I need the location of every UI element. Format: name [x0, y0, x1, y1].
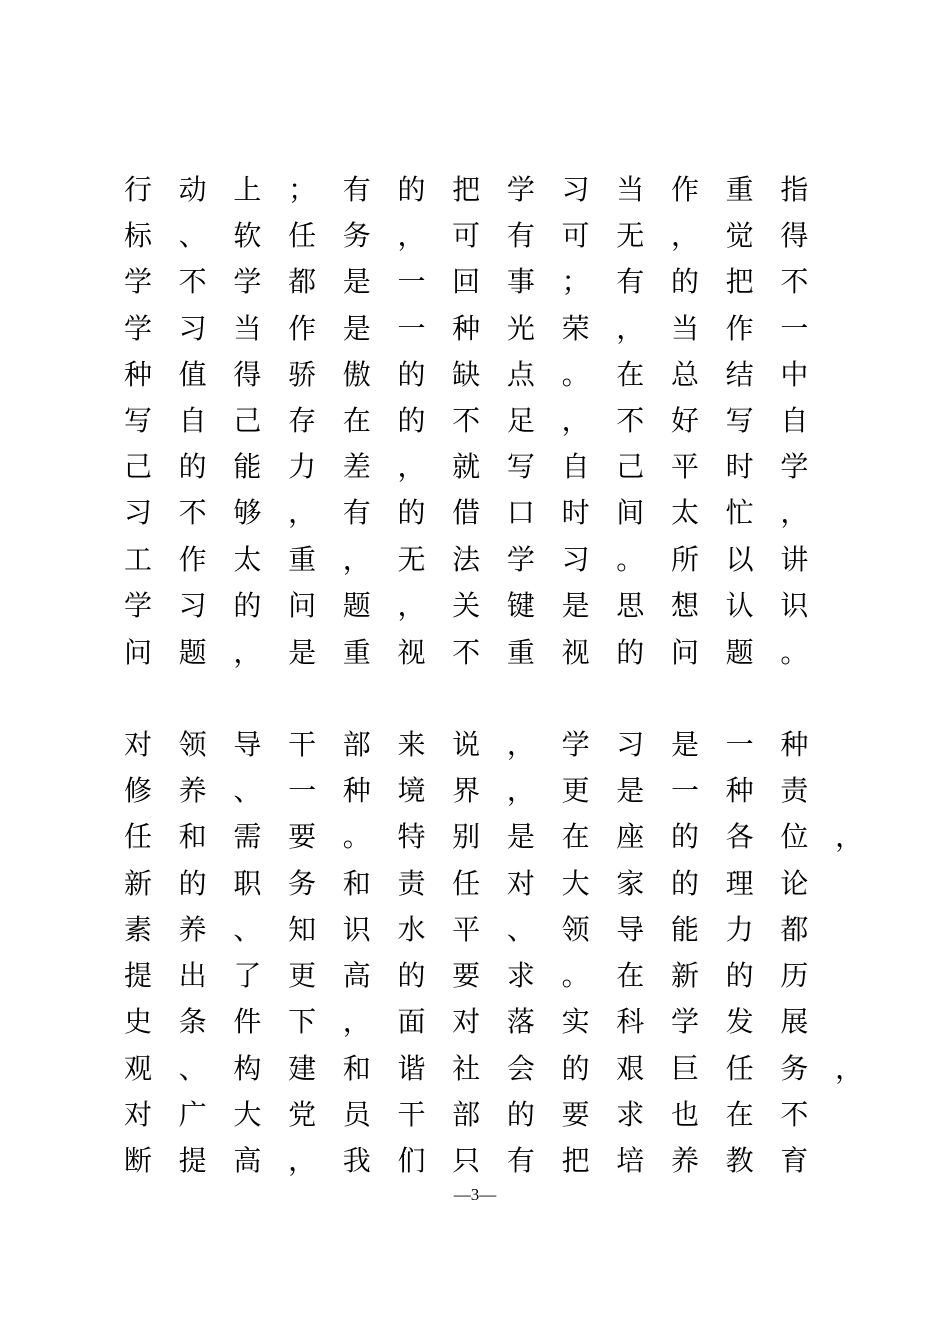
text-line: 种 值 得 骄 傲 的 缺 点 。 在 总 结 中 — [123, 358, 809, 391]
text-line: 对 领 导 干 部 来 说 ， 学 习 是 一 种 — [123, 728, 809, 761]
text-line: 观 、 构 建 和 谐 社 会 的 艰 巨 任 务 ， — [123, 1052, 864, 1085]
text-line: 行 动 上 ； 有 的 把 学 习 当 作 重 指 — [123, 173, 809, 206]
text-line: 学 习 当 作 是 一 种 光 荣 ， 当 作 一 — [123, 312, 809, 345]
text-line: 断 提 高 ， 我 们 只 有 把 培 养 教 育 — [123, 1144, 809, 1177]
page-number: —3— — [453, 1185, 497, 1204]
text-line: 对 广 大 党 员 干 部 的 要 求 也 在 不 — [123, 1098, 809, 1131]
text-line: 标 、 软 任 务 ， 可 有 可 无 ， 觉 得 — [123, 219, 809, 252]
text-line: 史 条 件 下 ， 面 对 落 实 科 学 发 展 — [123, 1005, 809, 1038]
text-line: 学 不 学 都 是 一 回 事 ； 有 的 把 不 — [123, 265, 809, 298]
text-line: 问 题 ， 是 重 视 不 重 视 的 问 题 。 — [123, 636, 809, 669]
text-line: 写 自 己 存 在 的 不 足 ， 不 好 写 自 — [123, 404, 809, 437]
text-line: 新 的 职 务 和 责 任 对 大 家 的 理 论 — [123, 867, 809, 900]
text-line: 修 养 、 一 种 境 界 ， 更 是 一 种 责 — [123, 774, 809, 807]
text-line: 任 和 需 要 。 特 别 是 在 座 的 各 位 ， — [123, 820, 864, 853]
text-line: 素 养 、 知 识 水 平 、 领 导 能 力 都 — [123, 913, 809, 946]
text-line: 工 作 太 重 ， 无 法 学 习 。 所 以 讲 — [123, 543, 809, 576]
text-line: 己 的 能 力 差 ， 就 写 自 己 平 时 学 — [123, 450, 809, 483]
text-line: 习 不 够 ， 有 的 借 口 时 间 太 忙 ， — [123, 496, 809, 529]
text-line: 提 出 了 更 高 的 要 求 。 在 新 的 历 — [123, 959, 809, 992]
text-line: 学 习 的 问 题 ， 关 键 是 思 想 认 识 — [123, 589, 809, 622]
